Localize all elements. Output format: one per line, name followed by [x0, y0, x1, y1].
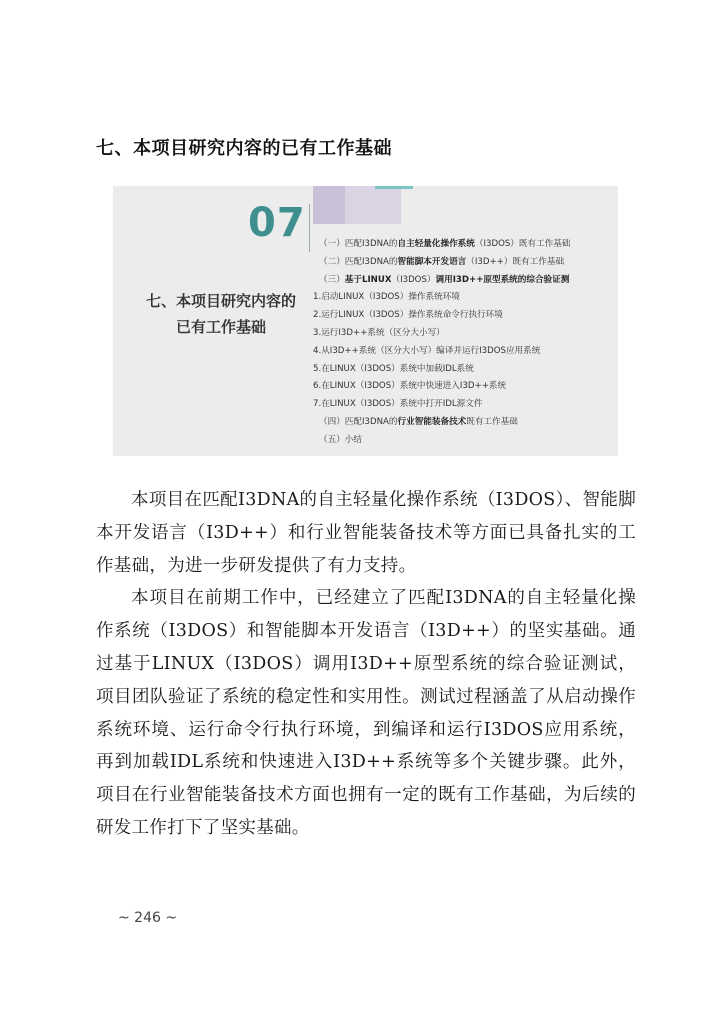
outline-item-pre: 5.在LINUX（I3DOS）系统中加载IDL系统 [313, 363, 474, 374]
paragraph-2: 本项目在前期工作中，已经建立了匹配I3DNA的自主轻量化操作系统（I3DOS）和智能脚本开发语言（I3D++）的坚实基础。通过基于LINUX（I3DOS）调用I3D++原型系统的综合验证测试，项目团队验证了系统的稳定性和实用性。测试过程涵盖了从启动操作系统环境、运行命令行执行环境，到编译和运行I3DOS应用系统，再到加载IDL系统和快速进入I3D++系统等多个关键步骤。此外，项目在行业智能装备技术方面也拥有一定的既有工作基础，为后续的研发工作打下了坚实基础。 [96, 588, 636, 838]
outline-item-pre: 2.运行LINUX（I3DOS）操作系统命令行执行环境 [313, 310, 503, 321]
outline-item-pre: 3.运行I3D++系统（区分大小写） [313, 327, 445, 338]
outline-item [313, 378, 613, 396]
outline-item-bold: 自主轻量化操作系统 [397, 239, 475, 249]
outline-item [313, 272, 613, 290]
page-number: ~ 246 ~ [118, 910, 178, 926]
body-text [96, 484, 636, 845]
decorative-accent-bar [375, 186, 413, 189]
outline-item [313, 289, 613, 307]
outline-item [313, 307, 613, 325]
outline-item-pre: （三） [319, 274, 345, 285]
figure-heading [135, 288, 307, 340]
outline-item-pre: （一）匹配I3DNA的 [319, 239, 398, 249]
outline-item-post: （I3DOS）既有工作基础 [474, 239, 571, 249]
paragraph-1: 本项目在匹配I3DNA的自主轻量化操作系统（I3DOS）、智能脚本开发语言（I3D++）和行业智能装备技术等方面已具备扎实的工作基础，为进一步研发提供了有力支持。 [96, 490, 636, 576]
outline-item-pre: （五）小结 [319, 434, 362, 445]
outline-item-bold: 基于LINUX [344, 274, 392, 285]
outline-item [313, 396, 613, 414]
outline-item-post: 既有工作基础 [466, 416, 518, 427]
outline-item-pre: 1.启动LINUX（I3DOS）操作系统环境 [313, 292, 460, 303]
outline-item-pre: （二）匹配I3DNA的 [319, 256, 398, 267]
divider-line [309, 204, 310, 252]
outline-item-pre: 4.从I3D++系统（区分大小写）编译并运行I3DOS应用系统 [313, 345, 541, 356]
outline-list [313, 236, 613, 450]
outline-item-post: （I3D++）既有工作基础 [466, 256, 565, 267]
outline-item [313, 343, 613, 361]
figure-heading-line1: 七、本项目研究内容的 [145, 292, 296, 310]
decorative-block-light [345, 186, 401, 224]
outline-item [313, 361, 613, 379]
outline-item [313, 432, 613, 450]
page-title: 七、本项目研究内容的已有工作基础 [96, 138, 392, 159]
outline-item [313, 254, 613, 272]
outline-item-bold: 智能脚本开发语言 [397, 256, 467, 267]
section-number: 07 [248, 200, 306, 246]
outline-item-pre: （四）匹配I3DNA的 [319, 416, 398, 427]
outline-item-pre: 7.在LINUX（I3DOS）系统中打开IDL源文件 [313, 399, 483, 410]
outline-item [313, 236, 613, 254]
outline-item-post: （I3DOS） [391, 274, 436, 285]
figure-heading-line2: 已有工作基础 [175, 318, 266, 336]
outline-item [313, 414, 613, 432]
section-figure [113, 186, 618, 456]
outline-item-bold2: 调用I3D++原型系统的综合验证测 [435, 274, 570, 285]
outline-item-bold: 行业智能装备技术 [397, 416, 467, 427]
outline-item-pre: 6.在LINUX（I3DOS）系统中快速进入I3D++系统 [313, 381, 507, 392]
outline-item [313, 325, 613, 343]
